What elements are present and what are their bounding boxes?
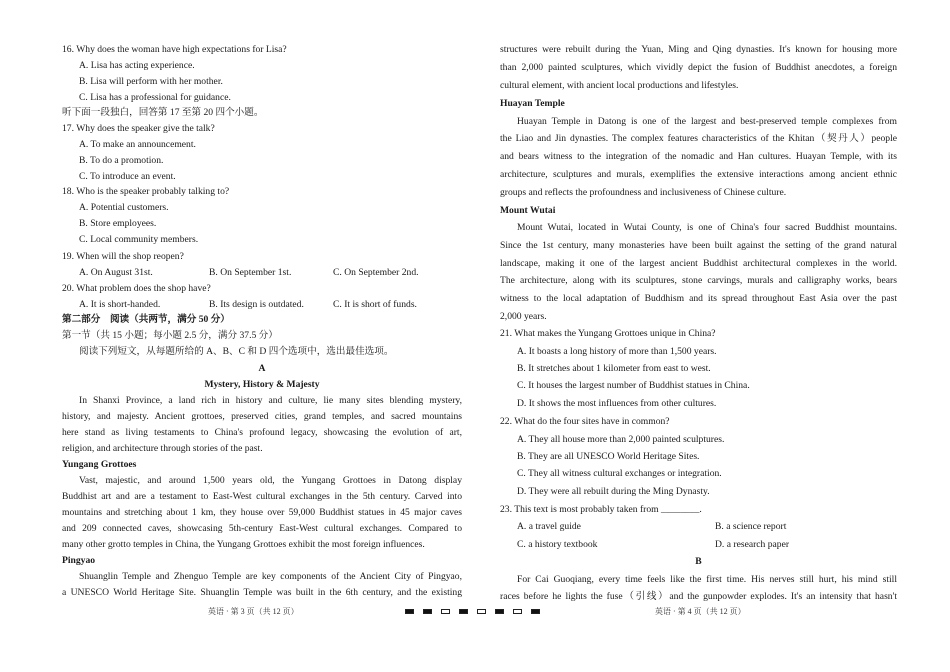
q22-option-b: B. They are all UNESCO World Heritage Sites.	[517, 451, 700, 462]
q18-stem: 18. Who is the speaker probably talking to?	[62, 186, 230, 197]
heading-pingyao: Pingyao	[62, 555, 96, 566]
q18-option-a: A. Potential customers.	[79, 202, 169, 213]
q22-stem: 22. What do the four sites have in common?	[500, 416, 670, 427]
pingyao-line-1: Shuanglin Temple and Zhenguo Temple are key components of the Ancient City of Pingyao,	[79, 571, 462, 582]
huayan-line-4: architecture, sculptures and murals, exemplifies the extensive interactions among ancient ethnic	[500, 169, 897, 180]
wutai-line-3: landscape, making it one of the largest ancient Buddhist architectural complexes in the world.	[500, 258, 897, 269]
right-page	[475, 0, 950, 672]
yungang-line-1: Vast, majestic, and around 1,500 years old, the Yungang Grottoes in Datong display	[79, 475, 462, 486]
q17-option-a: A. To make an announcement.	[79, 139, 196, 150]
q20-option-a: A. It is short-handed.	[79, 299, 161, 310]
passage-b-letter: B	[695, 556, 702, 567]
q19-stem: 19. When will the shop reopen?	[62, 251, 184, 262]
yungang-line-5: many other grotto temples in China, the Yungang Grottoes exhibit the most foreign influences.	[62, 539, 425, 550]
pingyao-cont-line-3: cultural element, with ancient local productions and lifestyles.	[500, 80, 739, 91]
binding-mark	[405, 609, 414, 614]
binding-mark	[441, 609, 450, 614]
q21-option-c: C. It houses the largest number of Buddhist statues in China.	[517, 380, 750, 391]
q23-option-c: C. a history textbook	[517, 539, 598, 550]
q18-option-b: B. Store employees.	[79, 218, 157, 229]
pingyao-cont-line-1: structures were rebuilt during the Yuan, Ming and Qing dynasties. It's known for housing more	[500, 44, 897, 55]
q18-option-c: C. Local community members.	[79, 234, 199, 245]
q22-option-a: A. They all house more than 2,000 painted sculptures.	[517, 434, 725, 445]
passage-a-letter: A	[258, 363, 266, 374]
q16-option-c: C. Lisa has a professional for guidance.	[79, 92, 231, 103]
q23-stem: 23. This text is most probably taken from ________.	[500, 504, 702, 515]
wutai-line-2: Since the 1st century, many monasteries have been built against the setting of the grand natural	[500, 240, 897, 251]
q21-stem: 21. What makes the Yungang Grottoes unique in China?	[500, 328, 716, 339]
q21-option-b: B. It stretches about 1 kilometer from east to west.	[517, 363, 711, 374]
q16-option-a: A. Lisa has acting experience.	[79, 60, 195, 71]
intro-line-2: history, and majesty. Ancient grottoes, preserved cities, grand temples, and sacred mountains	[62, 411, 462, 422]
intro-line-4: religion, and architecture through stories of the past.	[62, 443, 263, 454]
q19-option-c: C. On September 2nd.	[333, 267, 419, 278]
section1-heading: 第一节（共 15 小题；每小题 2.5 分，满分 37.5 分）	[62, 330, 278, 341]
passage-a-title: Mystery, History & Majesty	[204, 379, 320, 390]
instruction-17-20: 听下面一段独白，回答第 17 至第 20 四个小题。	[62, 107, 264, 118]
q16-stem: 16. Why does the woman have high expectations for Lisa?	[62, 44, 287, 55]
passage-b-line-2: races before he lights the fuse（引线）and the gunpowder explodes. It's an intensity that hasn't	[500, 591, 897, 602]
page-footer-left: 英语 · 第 3 页（共 12 页）	[208, 607, 299, 616]
yungang-line-2: Buddhist art and are a testament to East-West cultural exchanges in the 5th century. Carved into	[62, 491, 462, 502]
wutai-line-5: witness to the local adaptation of Buddhism and its spread throughout East Asia over the past	[500, 293, 897, 304]
q23-option-a: A. a travel guide	[517, 521, 581, 532]
q22-option-c: C. They all witness cultural exchanges or integration.	[517, 468, 722, 479]
page-footer-right: 英语 · 第 4 页（共 12 页）	[655, 607, 746, 616]
part2-heading: 第二部分 阅读（共两节，满分 50 分）	[62, 314, 230, 325]
heading-huayan: Huayan Temple	[500, 98, 565, 109]
intro-line-1: In Shanxi Province, a land rich in history and culture, lie many sites blending mystery,	[79, 395, 462, 406]
q19-option-b: B. On September 1st.	[209, 267, 292, 278]
binding-mark	[459, 609, 468, 614]
intro-line-3: here stand as living testaments to China's profound legacy, showcasing the evolution of art,	[62, 427, 462, 438]
q19-option-a: A. On August 31st.	[79, 267, 153, 278]
q20-stem: 20. What problem does the shop have?	[62, 283, 211, 294]
q23-option-b: B. a science report	[715, 521, 787, 532]
yungang-line-3: mountains and stretching about 1 km, they house over 59,000 Buddhist statues in 45 major caves	[62, 507, 462, 518]
reading-instruction: 阅读下列短文，从每题所给的 A、B、C 和 D 四个选项中，选出最佳选项。	[79, 346, 394, 357]
q20-option-b: B. Its design is outdated.	[209, 299, 304, 310]
passage-b-line-1: For Cai Guoqiang, every time feels like the first time. His nerves still hurt, his mind still	[517, 574, 897, 585]
huayan-line-1: Huayan Temple in Datong is one of the largest and best-preserved temple complexes from	[517, 116, 897, 127]
wutai-line-1: Mount Wutai, located in Wutai County, is one of China's four sacred Buddhist mountains.	[517, 222, 897, 233]
q17-option-c: C. To introduce an event.	[79, 171, 176, 182]
yungang-line-4: and 209 connected caves, showcasing 5th-century East-West cultural exchanges. Compared to	[62, 523, 462, 534]
heading-yungang: Yungang Grottoes	[62, 459, 137, 470]
q17-option-b: B. To do a promotion.	[79, 155, 164, 166]
q16-option-b: B. Lisa will perform with her mother.	[79, 76, 223, 87]
q22-option-d: D. They were all rebuilt during the Ming Dynasty.	[517, 486, 710, 497]
q20-option-c: C. It is short of funds.	[333, 299, 417, 310]
pingyao-line-2: a UNESCO World Heritage Site. Shuanglin Temple was built in the 6th century, and the existing	[62, 587, 462, 598]
huayan-line-5: groups and reflects the profoundness and inclusiveness of Chinese culture.	[500, 187, 787, 198]
q23-option-d: D. a research paper	[715, 539, 790, 550]
wutai-line-4: The architecture, along with its sculptures, stone carvings, murals and calligraphy works, bears	[500, 275, 897, 286]
heading-wutai: Mount Wutai	[500, 205, 556, 216]
q21-option-d: D. It shows the most influences from other cultures.	[517, 398, 717, 409]
huayan-line-3: and bears witness to the integration of the nomadic and Han cultures. Huayan Temple, with its	[500, 151, 897, 162]
q21-option-a: A. It boasts a long history of more than 1,500 years.	[517, 346, 717, 357]
q17-stem: 17. Why does the speaker give the talk?	[62, 123, 215, 134]
wutai-line-6: 2,000 years.	[500, 311, 547, 322]
binding-mark	[423, 609, 432, 614]
pingyao-cont-line-2: than 2,000 painted sculptures, which vividly depict the fusion of Buddhist anecdotes, a foreign	[500, 62, 897, 73]
huayan-line-2: the Liao and Jin dynasties. The complex features characteristics of the Khitan（契丹人）people	[500, 133, 897, 144]
